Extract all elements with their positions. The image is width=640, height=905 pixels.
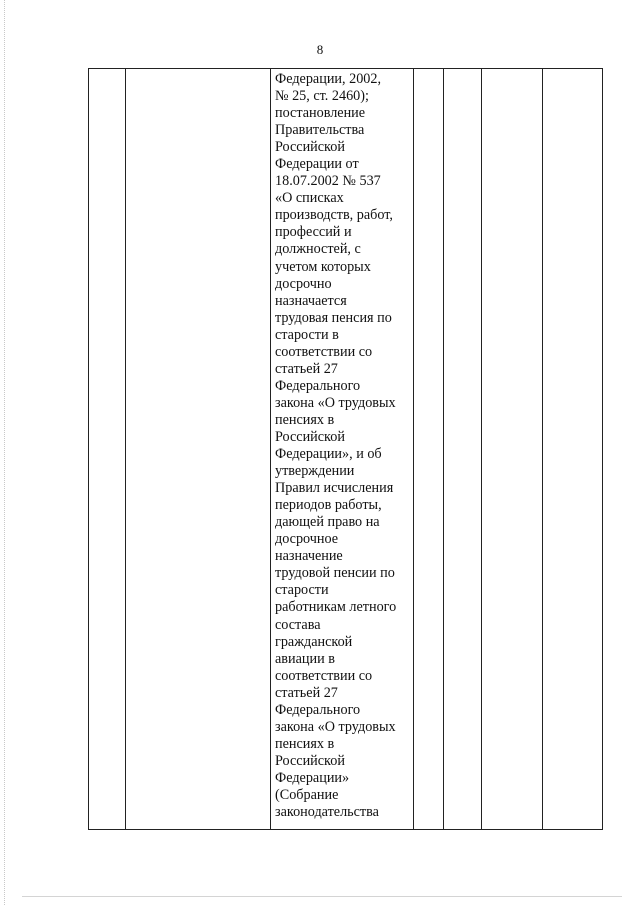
text-line: статьей 27 (275, 360, 338, 377)
page-number: 8 (316, 42, 324, 57)
text-line: Российской (275, 139, 345, 156)
table-row (89, 69, 603, 830)
text-line: досрочно (275, 275, 332, 292)
text-line: профессий и (275, 224, 352, 241)
text-line: Федерации» (275, 769, 350, 786)
text-line: Правил исчисления (275, 480, 394, 497)
text-line: пенсиях в (275, 411, 335, 428)
text-line: старости (275, 582, 329, 599)
scan-left-edge (4, 0, 5, 905)
text-line: должностей, с (275, 241, 361, 258)
text-line: (Собрание (275, 786, 339, 803)
text-line: состава (275, 616, 321, 633)
table-cell-col1 (89, 69, 126, 830)
text-line: трудовой пенсии по (275, 565, 395, 582)
document-table (88, 68, 603, 830)
text-line: «О списках (275, 190, 344, 207)
text-line: Правительства (275, 122, 365, 139)
text-line: Федерации от (275, 156, 359, 173)
text-line: Российской (275, 752, 345, 769)
scan-bottom-edge (22, 896, 622, 897)
text-line: соответствии со (275, 343, 373, 360)
text-line: работникам летного (275, 599, 397, 616)
text-line: постановление (275, 105, 366, 122)
text-line: гражданской (275, 633, 353, 650)
text-line: назначение (275, 548, 343, 565)
text-line: статьей 27 (275, 684, 338, 701)
text-line: Федерации», и об (275, 446, 382, 463)
text-line: законодательства (275, 804, 379, 821)
text-line: закона «О трудовых (275, 394, 396, 411)
text-line: досрочное (275, 531, 339, 548)
text-line: Федерального (275, 377, 361, 394)
text-line: трудовая пенсия по (275, 309, 392, 326)
text-line: утверждении (275, 463, 355, 480)
text-line: дающей право на (275, 514, 380, 531)
text-line: Федерации, 2002, (275, 71, 382, 87)
text-line: Федерального (275, 701, 361, 718)
text-line: учетом которых (275, 258, 371, 275)
text-line: закона «О трудовых (275, 718, 396, 735)
text-line: периодов работы, (275, 497, 382, 514)
text-line: производств, работ, (275, 207, 393, 224)
legal-basis-text (271, 69, 413, 821)
text-line: пенсиях в (275, 735, 335, 752)
text-line: 18.07.2002 № 537 (275, 173, 381, 190)
table-cell-col4 (414, 69, 444, 830)
text-line: старости в (275, 326, 339, 343)
table-cell-col5 (444, 69, 482, 830)
text-line: авиации в (275, 650, 335, 667)
table-cell-col7 (543, 69, 603, 830)
table-cell-col2 (126, 69, 271, 830)
text-line: Российской (275, 428, 345, 445)
text-line: назначается (275, 292, 347, 309)
text-line: № 25, ст. 2460); (275, 88, 369, 105)
text-line: соответствии со (275, 667, 373, 684)
table-cell-legal-basis (271, 69, 414, 830)
table-cell-col6 (482, 69, 543, 830)
